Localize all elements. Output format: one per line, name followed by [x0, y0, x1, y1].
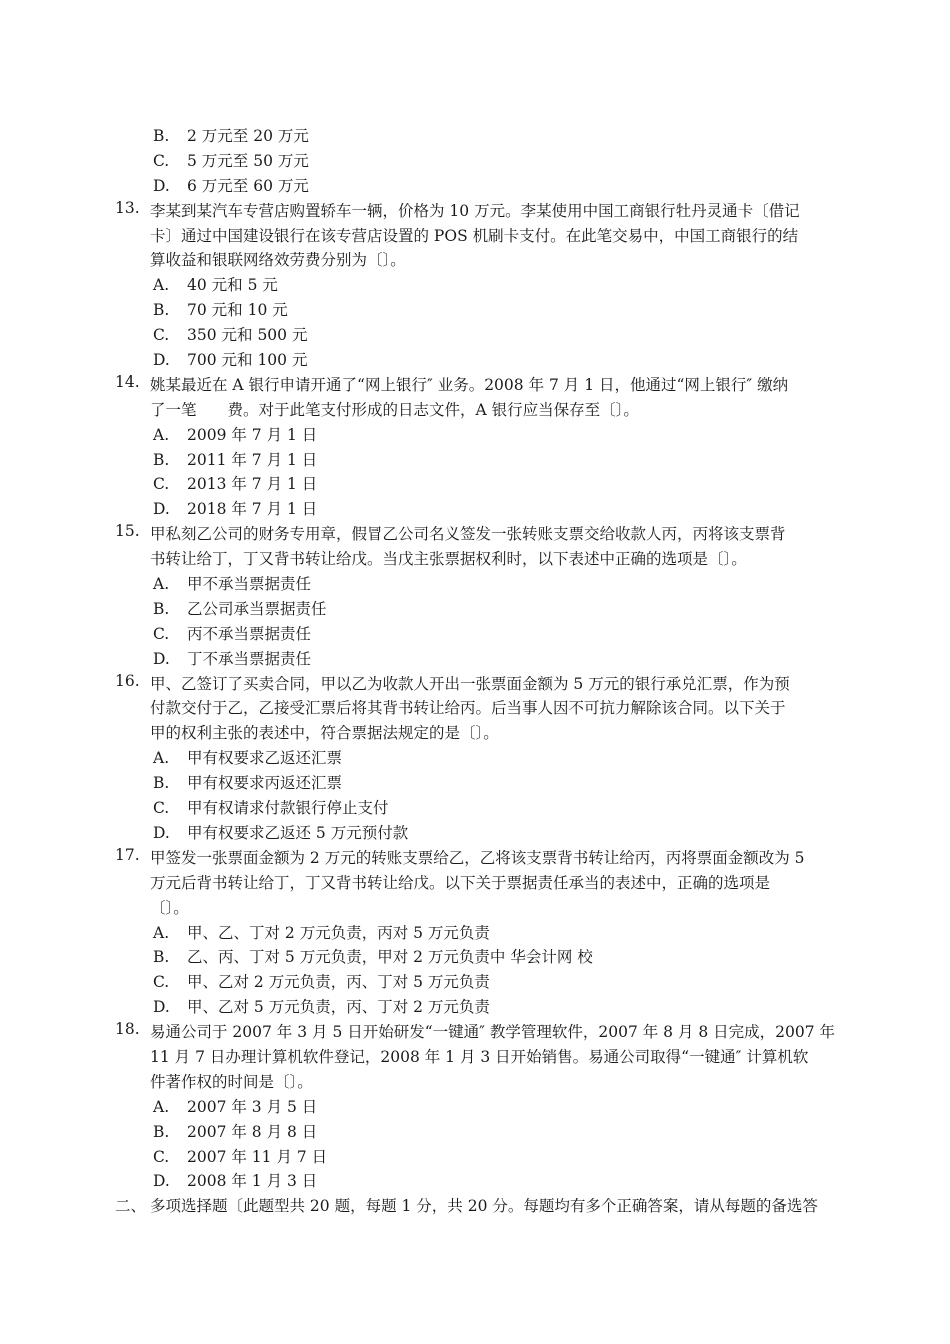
option-letter: D.	[153, 1172, 170, 1191]
option-letter: D.	[153, 823, 170, 842]
option-letter: C.	[153, 799, 170, 818]
option-letter: D.	[153, 998, 170, 1017]
option-text: 70 元和 10 元	[187, 301, 288, 320]
question-text-line: 甲的权利主张的表述中，符合票据法规定的是〔〕。	[150, 724, 499, 743]
option-letter: B.	[153, 774, 170, 793]
question-text-line: 甲、乙签订了买卖合同，甲以乙为收款人开出一张票面金额为 5 万元的银行承兑汇票，作为预	[150, 674, 790, 693]
option-letter: D.	[153, 649, 170, 668]
option-text: 6 万元至 60 万元	[187, 176, 309, 195]
question-text-line: 姚某最近在 A 银行申请开通了“网上银行″ 业务。2008 年 7 月 1 日，他通过“网上银行″ 缴纳	[150, 375, 789, 394]
carryover-options	[115, 124, 850, 199]
question-text-line: 件著作权的时间是〔〕。	[150, 1072, 313, 1091]
option-letter: D.	[153, 176, 170, 195]
option-item	[115, 572, 850, 597]
question-14	[115, 373, 850, 522]
option-item	[115, 174, 850, 199]
option-text: 2007 年 3 月 5 日	[187, 1097, 318, 1116]
section-number: 二、	[115, 1197, 147, 1216]
question-number: 16.	[115, 671, 140, 690]
option-text: 甲有权要求乙返还汇票	[187, 749, 343, 768]
option-text: 乙、丙、丁对 5 万元负责，甲对 2 万元负责中 华会计网 校	[187, 948, 593, 967]
option-text: 甲、乙对 5 万元负责，丙、丁对 2 万元负责	[187, 998, 490, 1017]
option-text: 2 万元至 20 万元	[187, 127, 309, 145]
option-text: 甲、乙对 2 万元负责，丙、丁对 5 万元负责	[187, 973, 490, 992]
question-stem	[115, 373, 850, 423]
section-heading	[115, 1194, 850, 1219]
option-item	[115, 970, 850, 995]
exam-content	[115, 124, 850, 1219]
option-letter: B.	[153, 1122, 170, 1141]
option-letter: A.	[153, 923, 170, 942]
option-text: 700 元和 100 元	[187, 351, 308, 370]
option-item	[115, 821, 850, 846]
option-text: 2011 年 7 月 1 日	[187, 450, 318, 469]
option-item	[115, 1169, 850, 1194]
question-stem	[115, 846, 850, 921]
option-text: 40 元和 5 元	[187, 276, 278, 295]
option-item	[115, 124, 850, 149]
option-letter: A.	[153, 276, 170, 295]
question-text-line: 甲签发一张票面金额为 2 万元的转账支票给乙，乙将该支票背书转让给丙，丙将票面金额改为 5	[150, 848, 805, 867]
question-stem	[115, 672, 850, 747]
option-text: 乙公司承当票据责任	[187, 599, 327, 618]
option-item	[115, 1145, 850, 1170]
option-item	[115, 921, 850, 946]
option-item	[115, 149, 850, 174]
option-text: 2013 年 7 月 1 日	[187, 475, 318, 494]
question-stem	[115, 522, 850, 572]
question-number: 14.	[115, 372, 140, 391]
option-item	[115, 1120, 850, 1145]
option-letter: D.	[153, 351, 170, 370]
option-item	[115, 448, 850, 473]
section-text: 多项选择题〔此题型共 20 题，每题 1 分，共 20 分。每题均有多个正确答案，请从每题的备选答	[150, 1197, 818, 1216]
option-letter: C.	[153, 973, 170, 992]
question-text-line: 易通公司于 2007 年 3 月 5 日开始研发“一键通″ 教学管理软件，2007 年 8 月 8 日完成，2007 年	[150, 1023, 836, 1042]
option-letter: A.	[153, 575, 170, 594]
option-text: 2009 年 7 月 1 日	[187, 425, 318, 444]
option-letter: C.	[153, 151, 170, 170]
option-letter: A.	[153, 749, 170, 768]
question-number: 13.	[115, 198, 140, 217]
question-stem	[115, 199, 850, 274]
option-text: 350 元和 500 元	[187, 326, 308, 345]
option-text: 2007 年 8 月 8 日	[187, 1122, 318, 1141]
question-number: 15.	[115, 522, 140, 541]
option-text: 丁不承当票据责任	[187, 649, 312, 668]
option-item	[115, 647, 850, 672]
option-text: 甲有权要求乙返还 5 万元预付款	[187, 823, 409, 842]
option-letter: D.	[153, 500, 170, 519]
question-text-line: 卡〕通过中国建设银行在该专营店设置的 POS 机刷卡支付。在此笔交易中，中国工商银行的结	[150, 226, 799, 245]
option-letter: B.	[153, 127, 170, 145]
option-item	[115, 1095, 850, 1120]
option-item	[115, 622, 850, 647]
question-text-line: 万元后背书转让给丁，丁又背书转让给戊。以下关于票据责任承当的表述中，正确的选项是	[150, 873, 771, 892]
question-text-line: 〔〕。	[150, 898, 189, 917]
question-13	[115, 199, 850, 373]
question-text-line: 甲私刻乙公司的财务专用章，假冒乙公司名义签发一张转账支票交给收款人丙，丙将该支票背	[150, 525, 786, 544]
option-item	[115, 273, 850, 298]
option-letter: C.	[153, 624, 170, 643]
option-text: 2008 年 1 月 3 日	[187, 1172, 318, 1191]
question-text-line: 李某到某汽车专营店购置轿车一辆，价格为 10 万元。李某使用中国工商银行牡丹灵通卡〔借记	[150, 201, 800, 220]
option-text: 甲不承当票据责任	[187, 575, 312, 594]
option-text: 2018 年 7 月 1 日	[187, 500, 318, 519]
question-text-line: 11 月 7 日办理计算机软件登记，2008 年 1 月 3 日开始销售。易通公司取得“一键通″ 计算机软	[150, 1047, 809, 1066]
option-text: 5 万元至 50 万元	[187, 151, 309, 170]
question-18	[115, 1020, 850, 1194]
option-letter: A.	[153, 1097, 170, 1116]
option-letter: C.	[153, 1147, 170, 1166]
option-letter: B.	[153, 599, 170, 618]
question-stem	[115, 1020, 850, 1095]
option-item	[115, 771, 850, 796]
option-item	[115, 423, 850, 448]
option-item	[115, 497, 850, 522]
question-15	[115, 522, 850, 671]
question-number: 18.	[115, 1020, 140, 1039]
option-item	[115, 323, 850, 348]
option-text: 2007 年 11 月 7 日	[187, 1147, 328, 1166]
option-item	[115, 796, 850, 821]
option-text: 丙不承当票据责任	[187, 624, 312, 643]
question-text-line: 书转让给丁，丁又背书转让给戊。当戊主张票据权利时，以下表述中正确的选项是〔〕。	[150, 550, 747, 569]
question-text-line: 了一笔 费。对于此笔支付形成的日志文件，A 银行应当保存至〔〕。	[150, 400, 639, 419]
option-item	[115, 995, 850, 1020]
option-letter: B.	[153, 450, 170, 469]
option-text: 甲有权要求丙返还汇票	[187, 774, 343, 793]
option-item	[115, 298, 850, 323]
option-text: 甲、乙、丁对 2 万元负责，丙对 5 万元负责	[187, 923, 490, 942]
option-item	[115, 472, 850, 497]
option-text: 甲有权请求付款银行停止支付	[187, 799, 389, 818]
question-16	[115, 672, 850, 846]
option-item	[115, 597, 850, 622]
option-item	[115, 945, 850, 970]
question-number: 17.	[115, 845, 140, 864]
option-letter: B.	[153, 301, 170, 320]
option-letter: C.	[153, 475, 170, 494]
question-17	[115, 846, 850, 1020]
option-item	[115, 746, 850, 771]
option-letter: B.	[153, 948, 170, 967]
option-letter: A.	[153, 425, 170, 444]
option-letter: C.	[153, 326, 170, 345]
question-text-line: 付款交付于乙，乙接受汇票后将其背书转让给丙。后当事人因不可抗力解除该合同。以下关于	[150, 699, 786, 718]
option-item	[115, 348, 850, 373]
question-text-line: 算收益和银联网络效劳费分别为〔〕。	[150, 251, 406, 270]
